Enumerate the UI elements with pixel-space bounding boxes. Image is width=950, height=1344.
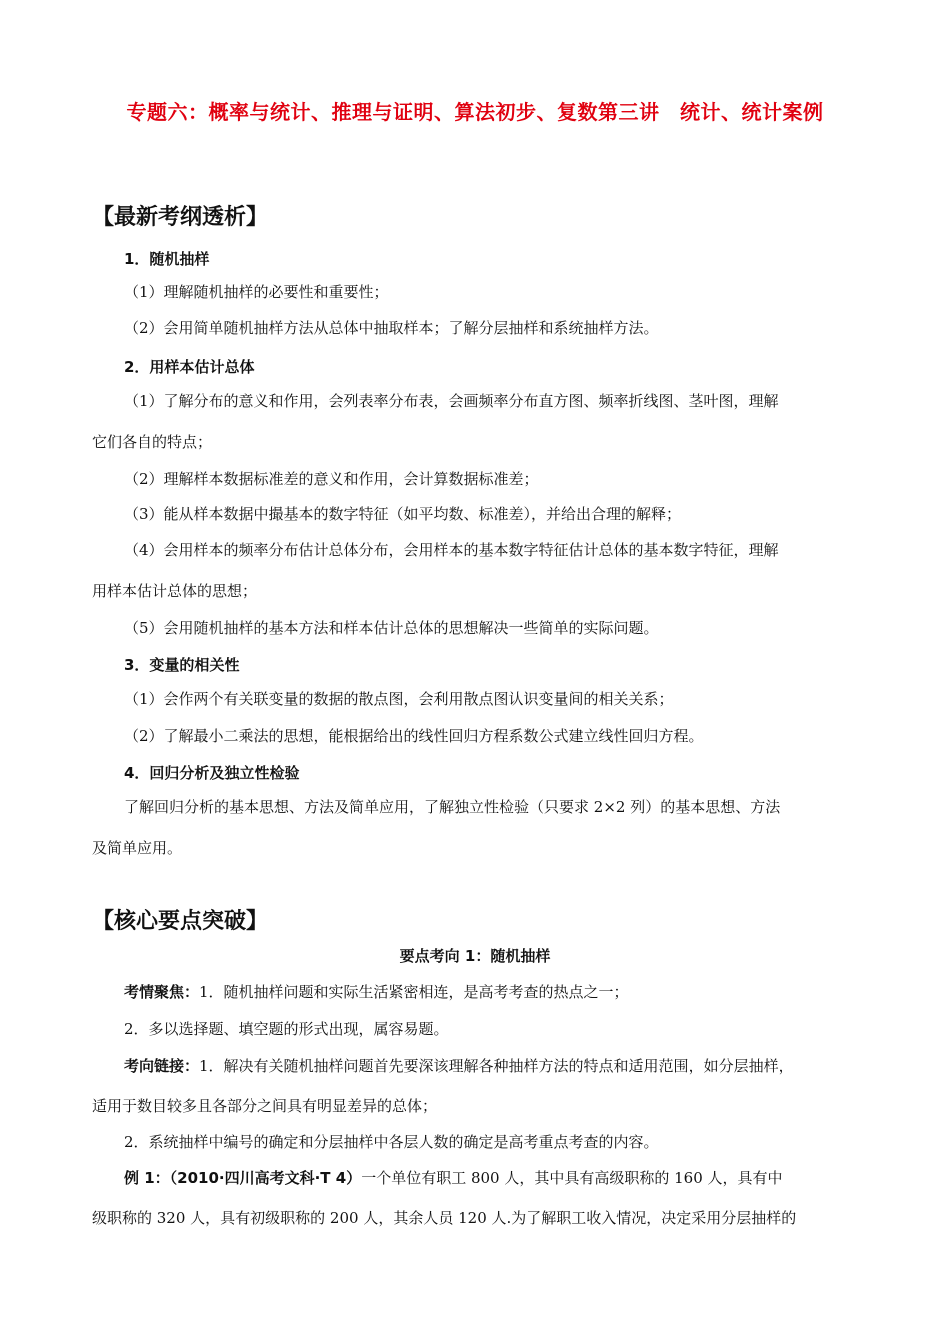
- text-line: （2）了解最小二乘法的思想，能根据给出的线性回归方程系数公式建立线性回归方程。: [124, 727, 704, 745]
- point-title: 要点考向 1：随机抽样: [399, 947, 551, 965]
- focus-line-1: [124, 982, 629, 1002]
- text-line: （3）能从样本数据中撮基本的数字特征（如平均数、标准差），并给出合理的解释；: [124, 505, 682, 523]
- text-line: （1）了解分布的意义和作用，会列表率分布表，会画频率分布直方图、频率折线图、茎叶图，理解: [124, 392, 779, 410]
- item-heading-regression: 4．回归分析及独立性检验: [124, 764, 300, 782]
- text-line: 用样本估计总体的思想；: [92, 582, 258, 600]
- section-heading-core-points: 【核心要点突破】: [92, 909, 269, 934]
- example-text-1: 一个单位有职工 800 人，其中具有高级职称的 160 人，具有中: [361, 1169, 783, 1187]
- text-line: 了解回归分析的基本思想、方法及简单应用，了解独立性检验（只要求 2×2 列）的基本思想、方法: [124, 798, 781, 816]
- focus-line-2: 2．多以选择题、填空题的形式出现，属容易题。: [124, 1020, 449, 1038]
- document-title: 专题六：概率与统计、推理与证明、算法初步、复数第三讲 统计、统计案例: [126, 100, 824, 124]
- link-line-2: 2．系统抽样中编号的确定和分层抽样中各层人数的确定是高考重点考查的内容。: [124, 1133, 659, 1151]
- text-line: （1）会作两个有关联变量的数据的散点图，会利用散点图认识变量间的相关关系；: [124, 690, 674, 708]
- link-label: 考向链接：: [124, 1057, 200, 1075]
- link-text-1: 1．解决有关随机抽样问题首先要深该理解各种抽样方法的特点和适用范围，如分层抽样，: [199, 1057, 794, 1075]
- text-line: （2）会用简单随机抽样方法从总体中抽取样本；了解分层抽样和系统抽样方法。: [124, 319, 659, 337]
- focus-label: 考情聚焦：: [124, 983, 200, 1001]
- section-heading-syllabus: 【最新考纲透析】: [92, 205, 269, 230]
- text-line: （5）会用随机抽样的基本方法和样本估计总体的思想解决一些简单的实际问题。: [124, 619, 659, 637]
- focus-text-1: 1．随机抽样问题和实际生活紧密相连，是高考考查的热点之一；: [199, 983, 629, 1001]
- example-label: 例 1：（2010·四川高考文科·T 4）: [124, 1169, 362, 1187]
- text-line: （4）会用样本的频率分布估计总体分布，会用样本的基本数字特征估计总体的基本数字特征，理解: [124, 541, 779, 559]
- example-line-1: [124, 1168, 783, 1188]
- link-line-1: [124, 1056, 794, 1076]
- link-line-1b: 适用于数目较多且各部分之间具有明显差异的总体；: [92, 1097, 438, 1115]
- item-heading-random-sampling: 1．随机抽样: [124, 250, 210, 268]
- item-heading-sample-estimate: 2．用样本估计总体: [124, 358, 255, 376]
- text-line: 及简单应用。: [92, 839, 183, 857]
- text-line: （1）理解随机抽样的必要性和重要性；: [124, 283, 389, 301]
- text-line: （2）理解样本数据标准差的意义和作用，会计算数据标准差；: [124, 470, 539, 488]
- example-line-2: 级职称的 320 人，具有初级职称的 200 人，其余人员 120 人.为了解职工收入情况，决定采用分层抽样的: [92, 1209, 797, 1227]
- item-heading-correlation: 3．变量的相关性: [124, 656, 240, 674]
- text-line: 它们各自的特点；: [92, 433, 213, 451]
